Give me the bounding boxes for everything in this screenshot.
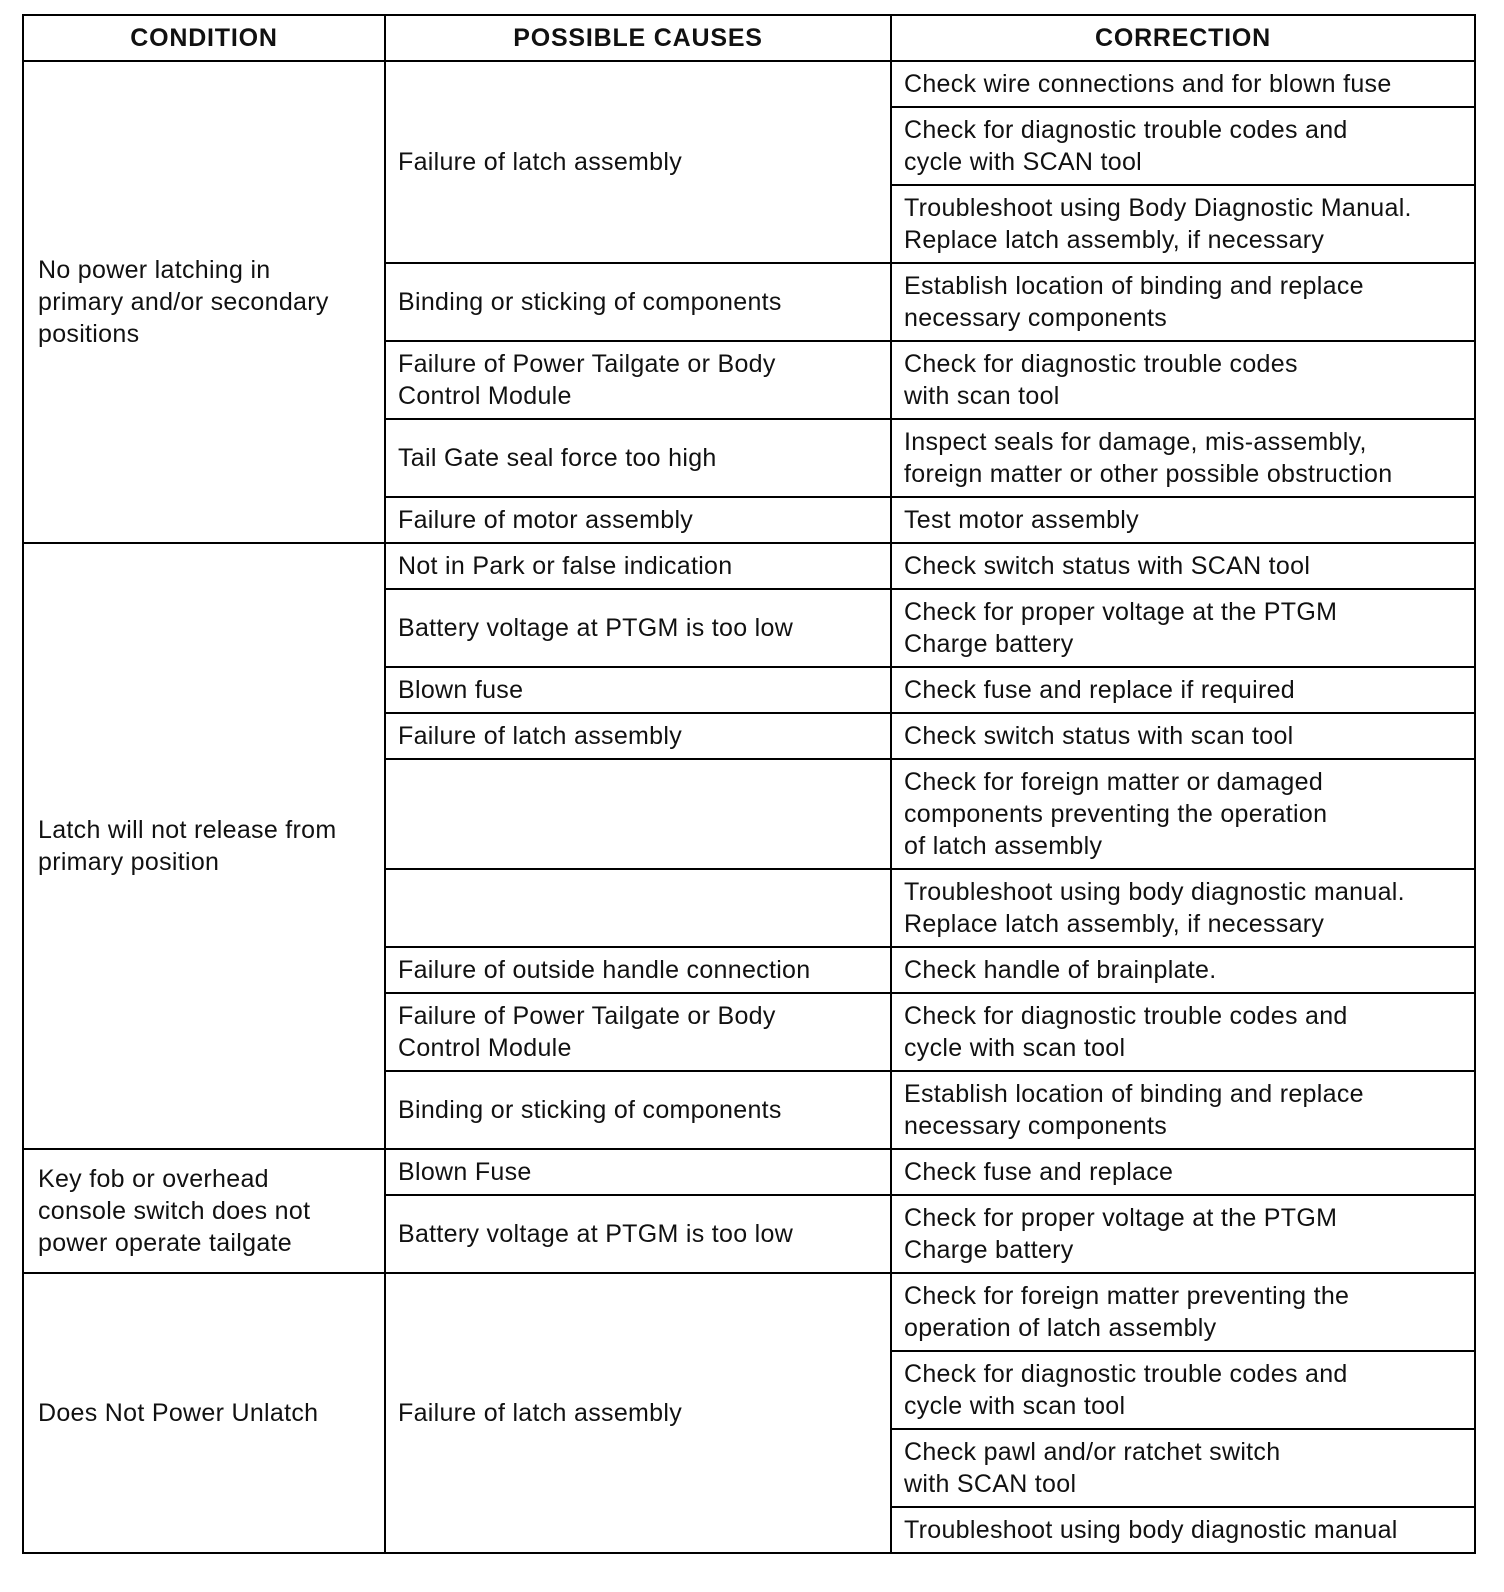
cause-text: Not in Park or false indication <box>398 552 733 580</box>
correction-text: Test motor assembly <box>904 506 1139 534</box>
diagnosis-table-sheet <box>22 14 1474 1554</box>
table-row <box>23 1149 1475 1195</box>
cause-text: Failure of outside handle connection <box>398 956 811 984</box>
correction-text: Check for diagnostic trouble codes and cycle with scan tool <box>904 1360 1348 1420</box>
cause-cell <box>385 263 891 341</box>
cause-text: Failure of Power Tailgate or Body Control Module <box>398 1002 776 1062</box>
correction-cell <box>891 667 1475 713</box>
cause-cell <box>385 1273 891 1553</box>
cause-text: Binding or sticking of components <box>398 288 782 316</box>
table-row <box>23 543 1475 589</box>
correction-cell <box>891 947 1475 993</box>
diagnosis-table <box>22 14 1476 1554</box>
condition-cell <box>23 61 385 543</box>
cause-cell <box>385 667 891 713</box>
cause-cell <box>385 419 891 497</box>
correction-cell <box>891 61 1475 107</box>
cause-cell <box>385 341 891 419</box>
cause-cell <box>385 543 891 589</box>
cause-text: Failure of motor assembly <box>398 506 694 534</box>
correction-text: Check switch status with SCAN tool <box>904 552 1311 580</box>
correction-text: Check for diagnostic trouble codes and cycle with scan tool <box>904 1002 1348 1062</box>
cause-text: Binding or sticking of components <box>398 1096 782 1124</box>
correction-text: Check handle of brainplate. <box>904 956 1217 984</box>
correction-text: Check for foreign matter preventing the operation of latch assembly <box>904 1282 1350 1342</box>
correction-text: Troubleshoot using Body Diagnostic Manual. Replace latch assembly, if necessary <box>904 194 1412 254</box>
cause-text: Failure of latch assembly <box>398 1399 683 1427</box>
condition-text: Latch will not release from primary position <box>38 816 337 876</box>
header-correction: CORRECTION <box>891 15 1475 61</box>
table-body <box>23 61 1475 1553</box>
correction-cell <box>891 589 1475 667</box>
cause-cell <box>385 947 891 993</box>
cause-cell <box>385 1071 891 1149</box>
correction-cell <box>891 1273 1475 1351</box>
cause-cell <box>385 497 891 543</box>
correction-text: Check fuse and replace if required <box>904 676 1295 704</box>
correction-text: Check for diagnostic trouble codes with scan tool <box>904 350 1298 410</box>
correction-cell <box>891 1149 1475 1195</box>
condition-text: Does Not Power Unlatch <box>38 1399 319 1427</box>
table-row <box>23 1273 1475 1351</box>
correction-cell <box>891 1507 1475 1553</box>
correction-text: Check for foreign matter or damaged components preventing the operation of latch assembly <box>904 768 1328 860</box>
cause-cell <box>385 589 891 667</box>
cause-cell <box>385 61 891 263</box>
correction-cell <box>891 341 1475 419</box>
correction-cell <box>891 1195 1475 1273</box>
correction-cell <box>891 185 1475 263</box>
correction-text: Check pawl and/or ratchet switch with SCAN tool <box>904 1438 1281 1498</box>
correction-text: Inspect seals for damage, mis-assembly, foreign matter or other possible obstruction <box>904 428 1393 488</box>
correction-text: Check for diagnostic trouble codes and cycle with SCAN tool <box>904 116 1348 176</box>
correction-text: Establish location of binding and replace necessary components <box>904 272 1364 332</box>
correction-cell <box>891 543 1475 589</box>
correction-cell <box>891 263 1475 341</box>
correction-cell <box>891 1071 1475 1149</box>
header-row <box>23 15 1475 61</box>
cause-text: Battery voltage at PTGM is too low <box>398 614 794 642</box>
correction-text: Check for proper voltage at the PTGM Charge battery <box>904 598 1338 658</box>
cause-text: Failure of Power Tailgate or Body Control Module <box>398 350 776 410</box>
condition-cell <box>23 543 385 1149</box>
correction-text: Establish location of binding and replace necessary components <box>904 1080 1364 1140</box>
cause-cell <box>385 759 891 869</box>
cause-text: Failure of latch assembly <box>398 148 683 176</box>
cause-text: Tail Gate seal force too high <box>398 444 717 472</box>
cause-cell <box>385 869 891 947</box>
correction-cell <box>891 869 1475 947</box>
condition-text: Key fob or overhead console switch does not power operate tailgate <box>38 1165 311 1257</box>
correction-cell <box>891 419 1475 497</box>
cause-text: Blown fuse <box>398 676 524 704</box>
correction-text: Troubleshoot using body diagnostic manual <box>904 1516 1398 1544</box>
cause-text: Failure of latch assembly <box>398 722 683 750</box>
cause-cell <box>385 1195 891 1273</box>
table-row <box>23 61 1475 107</box>
correction-text: Check switch status with scan tool <box>904 722 1294 750</box>
correction-text: Check for proper voltage at the PTGM Charge battery <box>904 1204 1338 1264</box>
header-possible-causes: POSSIBLE CAUSES <box>385 15 891 61</box>
correction-cell <box>891 1351 1475 1429</box>
correction-cell <box>891 993 1475 1071</box>
correction-text: Troubleshoot using body diagnostic manual. Replace latch assembly, if necessary <box>904 878 1405 938</box>
correction-text: Check fuse and replace <box>904 1158 1174 1186</box>
correction-cell <box>891 759 1475 869</box>
cause-cell <box>385 993 891 1071</box>
cause-cell <box>385 713 891 759</box>
correction-cell <box>891 713 1475 759</box>
correction-cell <box>891 497 1475 543</box>
cause-cell <box>385 1149 891 1195</box>
cause-text: Blown Fuse <box>398 1158 532 1186</box>
header-condition: CONDITION <box>23 15 385 61</box>
cause-text: Battery voltage at PTGM is too low <box>398 1220 794 1248</box>
condition-text: No power latching in primary and/or secondary positions <box>38 256 329 348</box>
condition-cell <box>23 1149 385 1273</box>
correction-cell <box>891 107 1475 185</box>
correction-text: Check wire connections and for blown fuse <box>904 70 1392 98</box>
condition-cell <box>23 1273 385 1553</box>
correction-cell <box>891 1429 1475 1507</box>
